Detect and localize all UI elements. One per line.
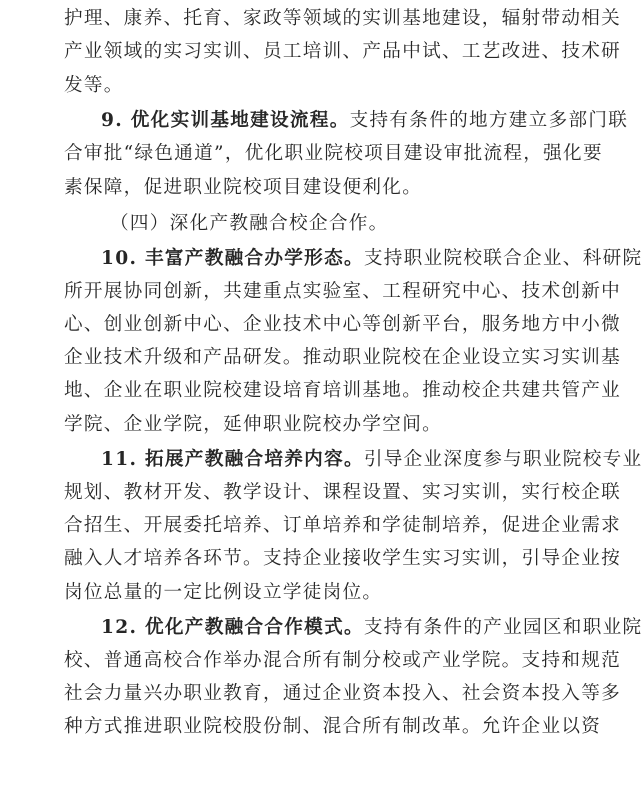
paragraph-line: 校、普通高校合作举办混合所有制分校或产业学院。支持和规范 xyxy=(64,650,622,671)
item-first-text: 支持有条件的地方建立多部门联 xyxy=(349,110,629,131)
paragraph-line: 合审批“绿色通道”，优化职业院校项目建设审批流程，强化要 xyxy=(64,143,603,164)
item-first-line xyxy=(64,242,642,275)
item-first-line xyxy=(64,104,629,137)
intro-paragraph xyxy=(64,2,622,104)
paragraph-line: 地、企业在职业院校建设培育培训基地。推动校企共建共管产业 xyxy=(64,380,622,401)
paragraph-line: 规划、教材开发、教学设计、课程设置、实习实训，实行校企联 xyxy=(64,482,622,503)
paragraph-line: 融入人才培养各环节。支持企业接收学生实习实训，引导企业按 xyxy=(64,548,622,569)
item-heading: 11. 拓展产教融合培养内容。 xyxy=(101,449,364,470)
paragraph-line: 心、创业创新中心、企业技术中心等创新平台，服务地方中小微 xyxy=(64,314,622,335)
item-first-text: 支持职业院校联合企业、科研院 xyxy=(363,248,642,269)
item-11-paragraph xyxy=(64,443,642,611)
paragraph-line: 社会力量兴办职业教育，通过企业资本投入、社会资本投入等多 xyxy=(64,683,622,704)
paragraph-line: 种方式推进职业院校股份制、混合所有制改革。允许企业以资 xyxy=(64,716,602,737)
item-12-paragraph xyxy=(64,611,642,743)
item-heading: 9. 优化实训基地建设流程。 xyxy=(101,110,350,131)
item-10-paragraph xyxy=(64,242,642,443)
paragraph-line: 企业技术升级和产品研发。推动职业院校在企业设立实习实训基 xyxy=(64,347,622,368)
item-first-text: 引导企业深度参与职业院校专业 xyxy=(363,449,642,470)
item-first-line xyxy=(64,443,642,476)
paragraph-line: 发等。 xyxy=(64,75,124,96)
paragraph-line: 产业领域的实习实训、员工培训、产品中试、工艺改进、技术研 xyxy=(64,41,622,62)
item-first-line xyxy=(64,611,642,644)
paragraph-line: 岗位总量的一定比例设立学徒岗位。 xyxy=(64,582,383,603)
paragraph-line: 学院、企业学院，延伸职业院校办学空间。 xyxy=(64,414,442,435)
paragraph-line: 合招生、开展委托培养、订单培养和学徒制培养，促进企业需求 xyxy=(64,515,622,536)
paragraph-line: 所开展协同创新，共建重点实验室、工程研究中心、技术创新中 xyxy=(64,281,622,302)
item-heading: 10. 丰富产教融合办学形态。 xyxy=(101,248,364,269)
paragraph-line: 护理、康养、托育、家政等领域的实训基地建设，辐射带动相关 xyxy=(64,8,622,29)
item-first-text: 支持有条件的产业园区和职业院 xyxy=(363,617,642,638)
paragraph-line: 素保障，促进职业院校项目建设便利化。 xyxy=(64,177,423,198)
item-9-paragraph xyxy=(64,104,629,206)
section-heading: （四）深化产教融合校企合作。 xyxy=(110,213,389,234)
item-heading: 12. 优化产教融合合作模式。 xyxy=(101,617,364,638)
